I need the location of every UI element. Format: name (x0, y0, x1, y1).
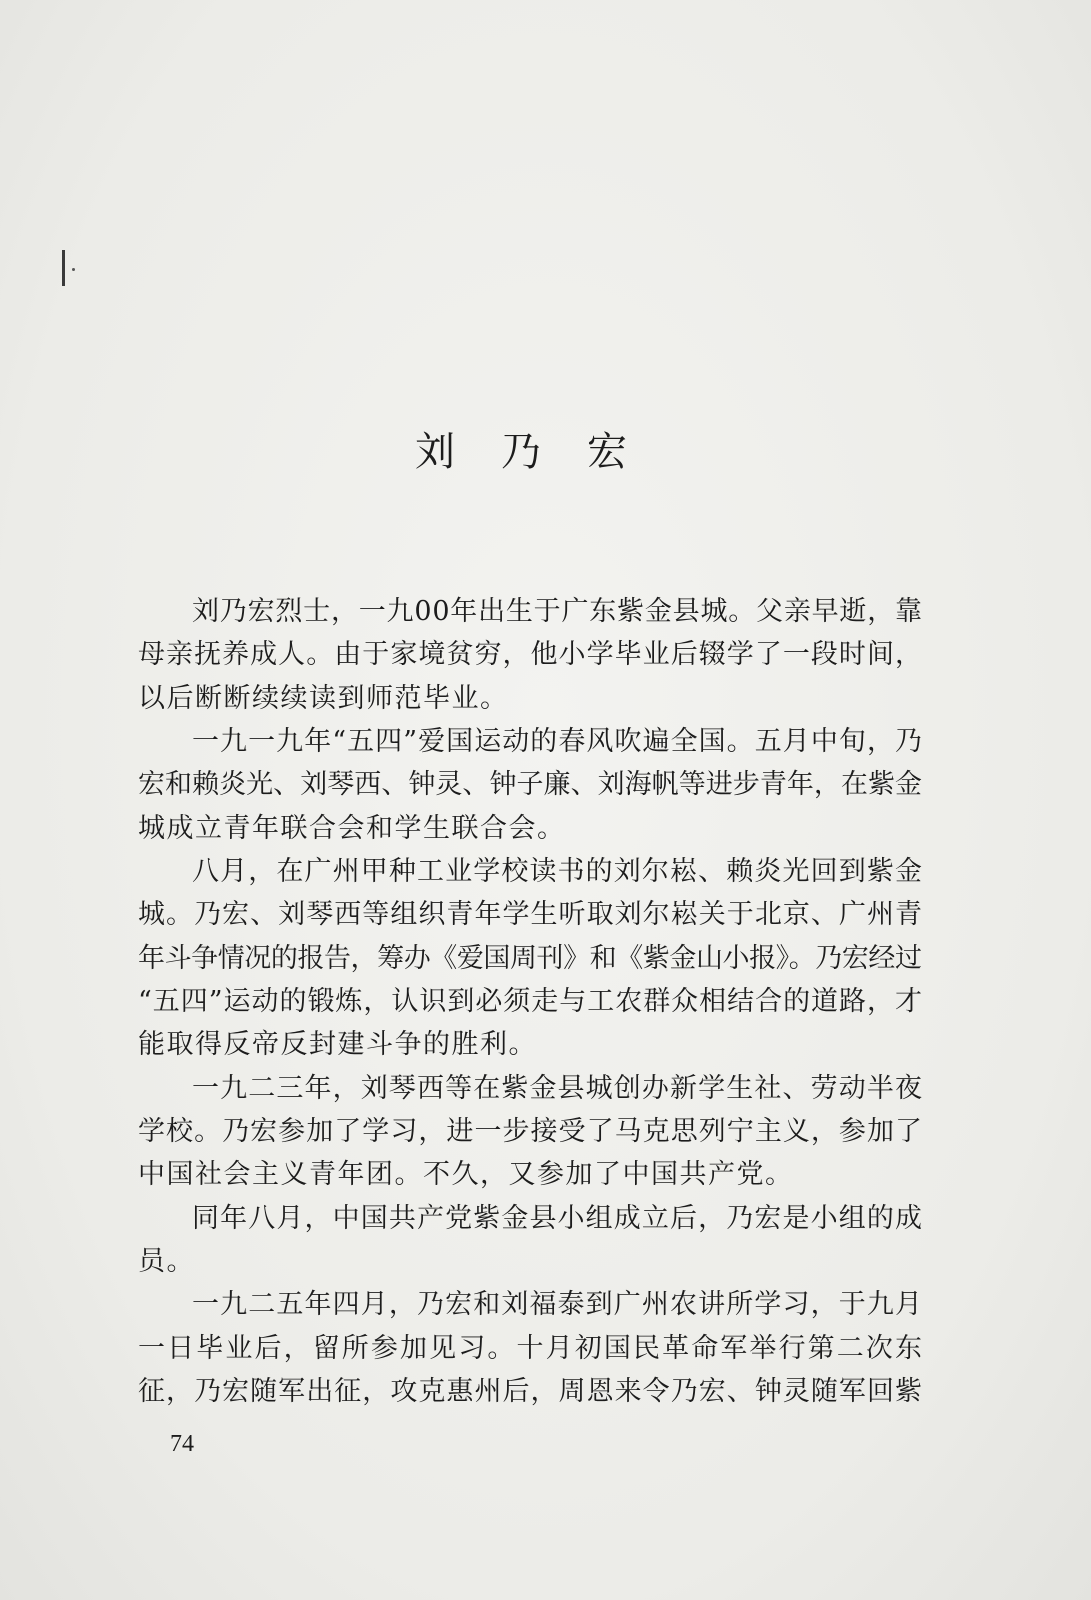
paragraph-line: 一九一九年“五四”爱国运动的春风吹遍全国。五月中旬，乃 (192, 725, 924, 757)
paragraph-line: 城成立青年联合会和学生联合会。 (138, 812, 566, 844)
paragraph (138, 850, 922, 1067)
scan-dot (72, 268, 75, 271)
chapter-title: 刘乃宏 (415, 429, 673, 475)
paragraph-line: 能取得反帝反封建斗争的胜利。 (138, 1029, 537, 1061)
paragraph-line: 八月，在广州甲种工业学校读书的刘尔崧、赖炎光回到紫金 (192, 855, 924, 887)
paragraph (138, 590, 922, 720)
paragraph-line: 员。 (138, 1245, 195, 1277)
paragraph-line: 刘乃宏烈士，一九00年出生于广东紫金县城。父亲早逝，靠 (192, 596, 923, 627)
paragraph-line: 一九二三年，刘琴西等在紫金县城创办新学生社、劳动半夜 (192, 1072, 924, 1104)
paragraph-line: 城。乃宏、刘琴西等组织青年学生听取刘尔崧关于北京、广州青 (138, 899, 924, 931)
paragraph-line: 以后断断续续读到师范毕业。 (138, 682, 509, 714)
paragraph (138, 1197, 922, 1284)
paragraph (138, 720, 922, 850)
paragraph-line: 中国社会主义青年团。不久，又参加了中国共产党。 (138, 1159, 794, 1191)
paragraph-line: 宏和赖炎光、刘琴西、钟灵、钟子廉、刘海帆等进步青年，在紫金 (138, 769, 923, 801)
paragraph-line: 一日毕业后，留所参加见习。十月初国民革命军举行第二次东 (138, 1332, 925, 1364)
paragraph (138, 1283, 925, 1413)
page-number: 74 (170, 1431, 194, 1457)
body-text (138, 590, 925, 1413)
paragraph-line: 征，乃宏随军出征，攻克惠州后，周恩来令乃宏、钟灵随军回紫 (138, 1375, 924, 1407)
paragraph-line: “五四”运动的锻炼，认识到必须走与工农群众相结合的道路，才 (138, 985, 923, 1017)
paragraph-line: 学校。乃宏参加了学习，进一步接受了马克思列宁主义，参加了 (138, 1115, 924, 1147)
paragraph-line: 一九二五年四月，乃宏和刘福泰到广州农讲所学习，于九月 (192, 1289, 924, 1321)
scan-mark (62, 250, 65, 286)
paragraph-line: 年斗争情况的报告，筹办《爱国周刊》和《紫金山小报》。乃宏经过 (138, 942, 922, 974)
paragraph-line: 母亲抚养成人。由于家境贫穷，他小学毕业后辍学了一段时间， (138, 639, 924, 671)
paragraph-line: 同年八月，中国共产党紫金县小组成立后，乃宏是小组的成 (192, 1202, 924, 1234)
paragraph (138, 1067, 922, 1197)
